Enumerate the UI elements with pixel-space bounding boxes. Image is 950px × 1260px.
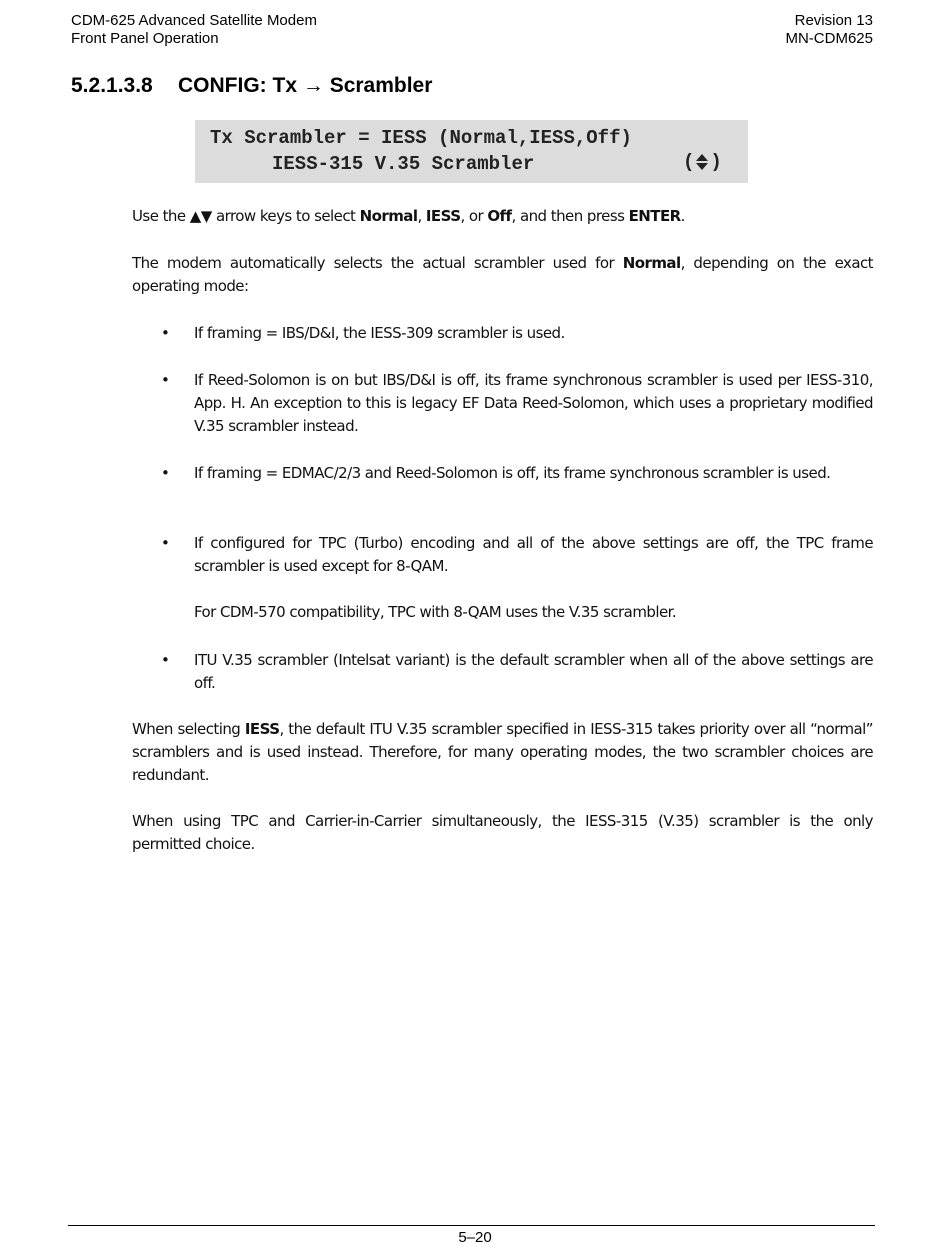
enter-key-label: ENTER (628, 207, 681, 225)
chapter-title: Front Panel Operation (71, 30, 219, 47)
bullet-icon: • (161, 371, 170, 389)
normal-mode-paragraph: The modem automatically selects the actual scrambler used for Normal, depending on the exact operating mode: (132, 254, 874, 295)
page-header-left (71, 12, 317, 48)
instruction-paragraph: Use the ▲▼ arrow keys to select Normal, IESS, or Off, and then press ENTER. (132, 207, 685, 225)
lcd-line-1: Tx Scrambler = IESS (Normal,IESS,Off) (210, 127, 632, 149)
tpc-cnc-paragraph: When using TPC and Carrier-in-Carrier simultaneously, the IESS-315 (V.35) scrambler is the only permitted choice. (132, 812, 873, 853)
option-normal: Normal (359, 207, 418, 225)
iess-keyword: IESS (244, 720, 280, 738)
footer-divider (68, 1225, 875, 1226)
lcd-line-2: IESS-315 V.35 Scrambler (272, 153, 535, 175)
iess-priority-paragraph: When selecting IESS, the default ITU V.35 scrambler specified in IESS-315 takes priority over all “normal” scramblers and is used instead. Therefore, for many operating modes, the two scrambler choices are redundant. (132, 720, 874, 784)
list-item (161, 462, 873, 485)
up-down-arrow-icon (696, 154, 708, 170)
list-item (161, 369, 873, 438)
bullet-icon: • (161, 651, 170, 669)
up-down-arrow-keys-icon: ▲▼ (189, 207, 212, 225)
list-item-note: For CDM-570 compatibility, TPC with 8-QAM uses the V.35 scrambler. (194, 603, 677, 621)
normal-keyword: Normal (622, 254, 681, 272)
bullet-icon: • (161, 464, 170, 482)
section-title-suffix: Scrambler (329, 74, 433, 97)
list-item (161, 322, 873, 345)
list-item-text: ITU V.35 scrambler (Intelsat variant) is the default scrambler when all of the above settings are off. (194, 651, 873, 692)
list-item-text: If framing = IBS/D&I, the IESS-309 scrambler is used. (194, 324, 565, 342)
lcd-close-paren: ) (710, 151, 722, 173)
section-title-prefix: CONFIG: Tx (178, 74, 297, 97)
lcd-navigation-indicator (683, 151, 722, 173)
manual-title: CDM-625 Advanced Satellite Modem (71, 12, 317, 29)
lcd-open-paren: ( (683, 151, 695, 173)
option-iess: IESS (425, 207, 461, 225)
section-heading (71, 72, 432, 100)
bullet-icon: • (161, 324, 170, 342)
list-item-text: If framing = EDMAC/2/3 and Reed-Solomon is off, its frame synchronous scrambler is used. (194, 464, 831, 482)
revision-label: Revision 13 (794, 12, 873, 29)
bullet-icon: • (161, 534, 170, 552)
right-arrow-icon: → (302, 74, 324, 97)
front-panel-lcd-display (195, 120, 748, 183)
page-header-right (785, 12, 873, 48)
page-number: 5–20 (458, 1229, 492, 1246)
document-number: MN-CDM625 (785, 30, 873, 47)
option-off: Off (487, 207, 512, 225)
section-number: 5.2.1.3.8 (71, 74, 153, 97)
list-item (161, 532, 873, 578)
list-item-text: If configured for TPC (Turbo) encoding and all of the above settings are off, the TPC frame scrambler is used except for 8-QAM. (194, 534, 873, 575)
list-item-text: If Reed-Solomon is on but IBS/D&I is off, its frame synchronous scrambler is used per IESS-310, App. H. An exception to this is legacy EF Data Reed-Solomon, which uses a proprietary modified V.35 scrambler instead. (194, 371, 873, 435)
list-item (161, 649, 873, 695)
